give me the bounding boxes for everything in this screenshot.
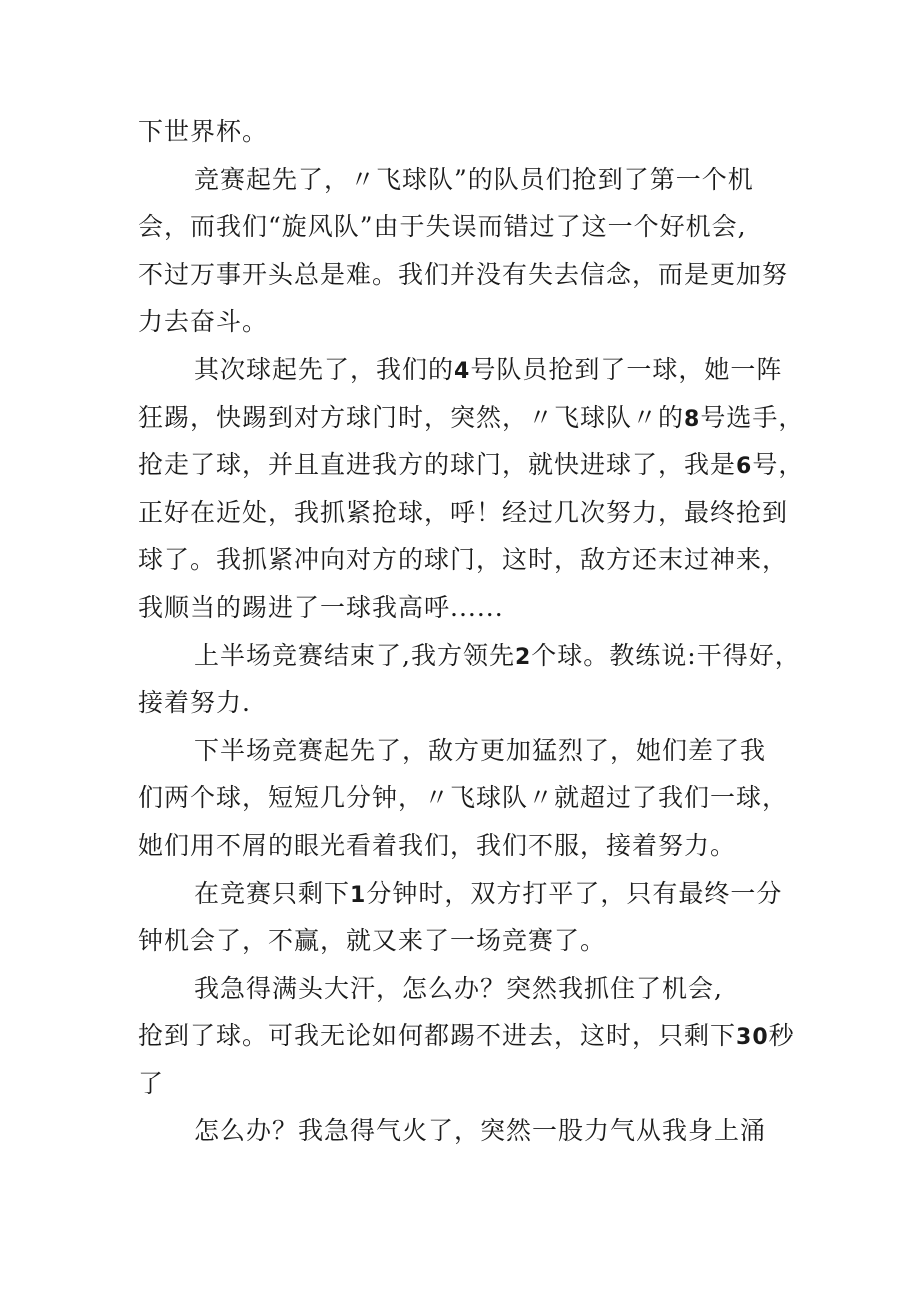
text-line: 力去奋斗。	[138, 307, 269, 337]
text-line: 接着努力.	[138, 688, 251, 718]
text-line: 怎么办？我急得气火了，突然一股力气从我身上涌	[194, 1116, 767, 1146]
text-line: 上半场竞赛结束了,我方领先2个球。教练说:干得好，	[194, 640, 801, 670]
text-line: 狂踢，快踢到对方球门时，突然，〃飞球队〃的8号选手，	[138, 402, 805, 432]
text-line: 我顺当的踢进了一球我高呼......	[138, 592, 504, 622]
text-line: 们两个球，短短几分钟，〃飞球队〃就超过了我们一球，	[138, 783, 789, 813]
text-line: 抢到了球。可我无论如何都踢不进去，这时，只剩下30秒	[138, 1021, 795, 1051]
text-line: 她们用不屑的眼光看着我们，我们不服，接着努力。	[138, 830, 737, 860]
text-line: 抢走了球，并且直进我方的球门，就快进球了，我是6号，	[138, 450, 805, 480]
number-text: 1	[350, 882, 367, 908]
text-line: 其次球起先了，我们的4号队员抢到了一球，她一阵	[194, 354, 783, 384]
text-line: 了	[138, 1068, 165, 1098]
text-line: 下世界杯。	[138, 117, 269, 146]
text-line: 我急得满头大汗，怎么办？突然我抓住了机会,	[194, 973, 723, 1003]
text-line: 球了。我抓紧冲向对方的球门，这时，敌方还末过神来，	[138, 545, 789, 575]
text-line: 会，而我们“旋风队”由于失误而错过了这一个好机会,	[138, 212, 747, 242]
text-line: 竞赛起先了，〃飞球队”的队员们抢到了第一个机	[194, 164, 754, 194]
number-text: 6	[736, 454, 753, 480]
text-line: 不过万事开头总是难。我们并没有失去信念，而是更加努	[138, 259, 789, 289]
text-line: 正好在近处，我抓紧抢球，呼！经过几次努力，最终抢到	[138, 497, 789, 527]
document-body	[138, 108, 805, 1155]
number-text: 4	[454, 358, 471, 384]
number-text: 2	[514, 644, 532, 670]
text-line: 钟机会了，不赢，就又来了一场竞赛了。	[138, 926, 607, 956]
text-line: 下半场竞赛起先了，敌方更加猛烈了，她们差了我	[194, 735, 767, 765]
number-text: 30	[736, 1025, 769, 1051]
number-text: 8	[684, 406, 701, 432]
text-line: 在竞赛只剩下1分钟时，双方打平了，只有最终一分	[194, 878, 783, 908]
